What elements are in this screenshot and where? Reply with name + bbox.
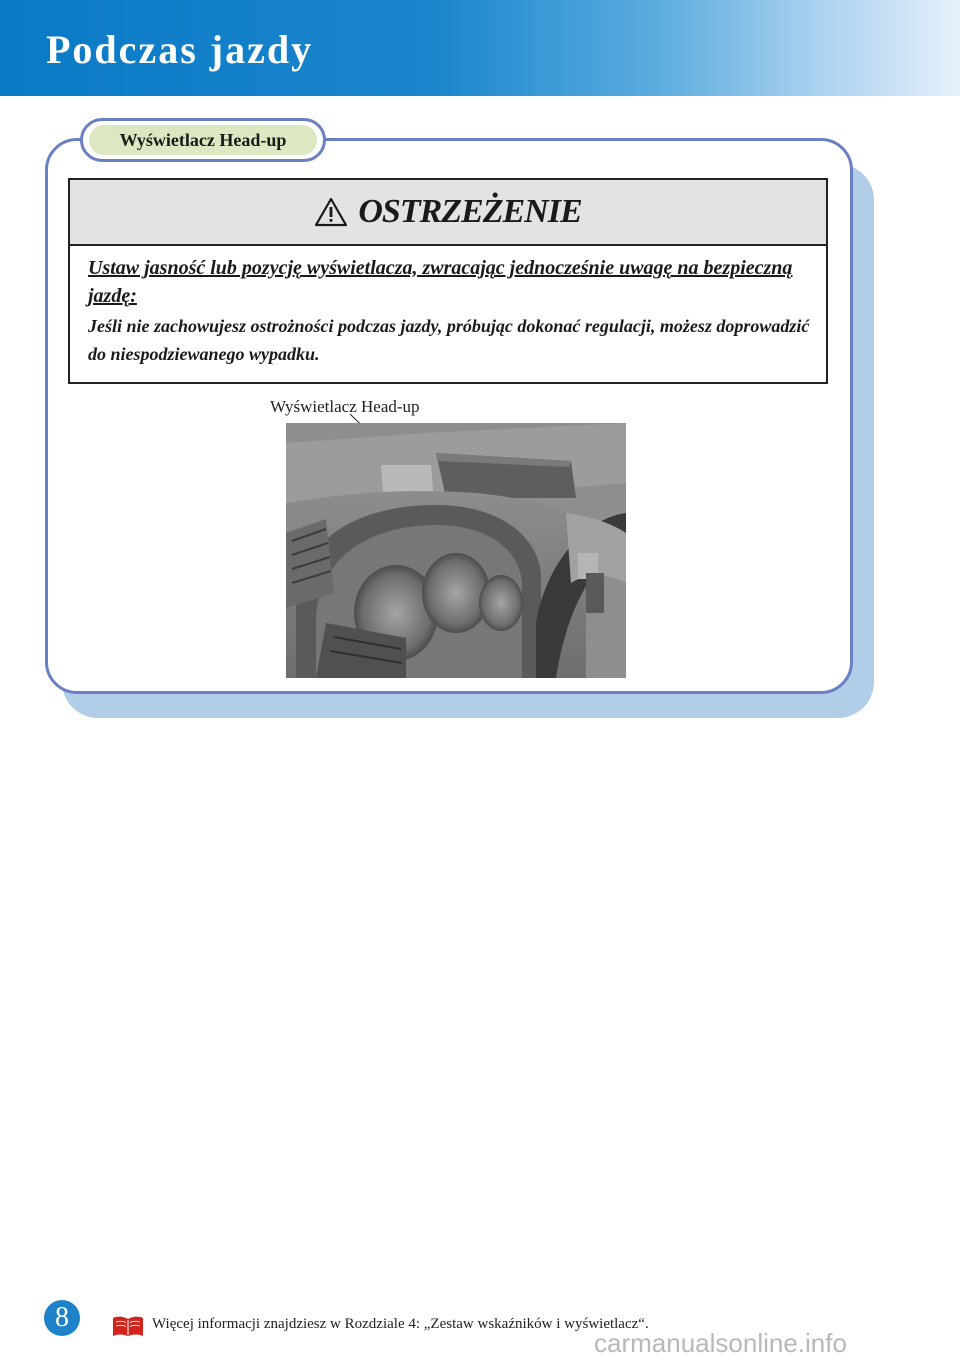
section-tab	[80, 118, 326, 162]
page-number: 8	[44, 1300, 80, 1336]
warning-text: Jeśli nie zachowujesz ostrożności podczas jazdy, próbując dokonać regulacji, możesz doprowadzić do niespodziewanego wypadku.	[88, 316, 810, 364]
warning-heading: Ustaw jasność lub pozycję wyświetlacza, zwracając jednocześnie uwagę na bezpieczną jazdę:	[88, 257, 793, 307]
warning-title: OSTRZEŻENIE	[358, 193, 582, 230]
warning-triangle-icon	[314, 197, 348, 227]
figure-callout-label: Wyświetlacz Head-up	[270, 397, 420, 416]
footer-note: Więcej informacji znajdziesz w Rozdziale 4: „Zestaw wskaźników i wyświetlacz“.	[152, 1316, 649, 1332]
dashboard-illustration	[286, 423, 626, 678]
page-header	[0, 0, 960, 96]
page-title: Podczas jazdy	[46, 27, 314, 72]
warning-box	[68, 178, 828, 384]
section-tab-label: Wyświetlacz Head-up	[119, 129, 287, 150]
warning-header	[70, 180, 826, 246]
book-icon	[112, 1315, 144, 1337]
watermark: carmanualsonline.info	[594, 1328, 847, 1358]
